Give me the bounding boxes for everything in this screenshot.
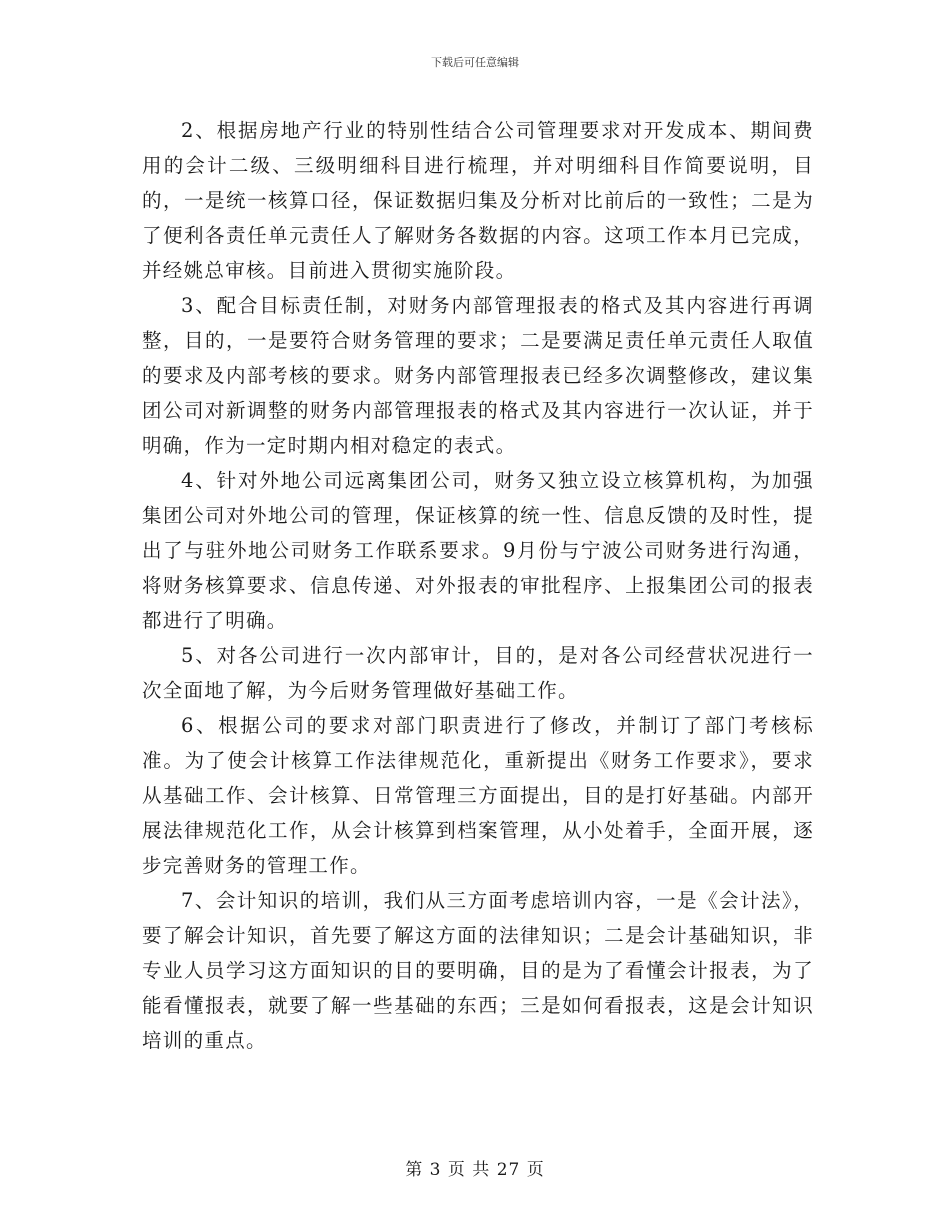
paragraph-item-4: 4、针对外地公司远离集团公司，财务又独立设立核算机构，为加强集团公司对外地公司的管理，保证核算的统一性、信息反馈的及时性，提出了与驻外地公司财务工作联系要求。9月份与宁波公司财务进行沟通，将财务核算要求、信息传递、对外报表的审批程序、上报集团公司的报表都进行了明确。 xyxy=(142,469,814,632)
document-body xyxy=(142,113,814,1058)
page-header: 下载后可任意编辑 xyxy=(431,56,519,69)
paragraph-item-6: 6、根据公司的要求对部门职责进行了修改，并制订了部门考核标准。为了使会计核算工作法律规范化，重新提出《财务工作要求》，要求从基础工作、会计核算、日常管理三方面提出，目的是打好基础。内部开展法律规范化工作，从会计核算到档案管理，从小处着手，全面开展，逐步完善财务的管理工作。 xyxy=(142,714,814,877)
paragraph-item-3: 3、配合目标责任制，对财务内部管理报表的格式及其内容进行再调整，目的，一是要符合财务管理的要求；二是要满足责任单元责任人取值的要求及内部考核的要求。财务内部管理报表已经多次调整修改，建议集团公司对新调整的财务内部管理报表的格式及其内容进行一次认证，并于明确，作为一定时期内相对稳定的表式。 xyxy=(142,294,814,457)
paragraph-item-2: 2、根据房地产行业的特别性结合公司管理要求对开发成本、期间费用的会计二级、三级明细科目进行梳理，并对明细科目作简要说明，目的，一是统一核算口径，保证数据归集及分析对比前后的一致性；二是为了便利各责任单元责任人了解财务各数据的内容。这项工作本月已完成，并经姚总审核。目前进入贯彻实施阶段。 xyxy=(142,119,814,282)
paragraph-item-7: 7、会计知识的培训，我们从三方面考虑培训内容，一是《会计法》，要了解会计知识，首先要了解这方面的法律知识；二是会计基础知识，非专业人员学习这方面知识的目的要明确，目的是为了看懂会计报表，为了能看懂报表，就要了解一些基础的东西；三是如何看报表，这是会计知识培训的重点。 xyxy=(142,889,814,1052)
page-number-footer: 第 3 页 共 27 页 xyxy=(405,1160,545,1180)
paragraph-item-5: 5、对各公司进行一次内部审计，目的，是对各公司经营状况进行一次全面地了解，为今后财务管理做好基础工作。 xyxy=(142,644,814,702)
